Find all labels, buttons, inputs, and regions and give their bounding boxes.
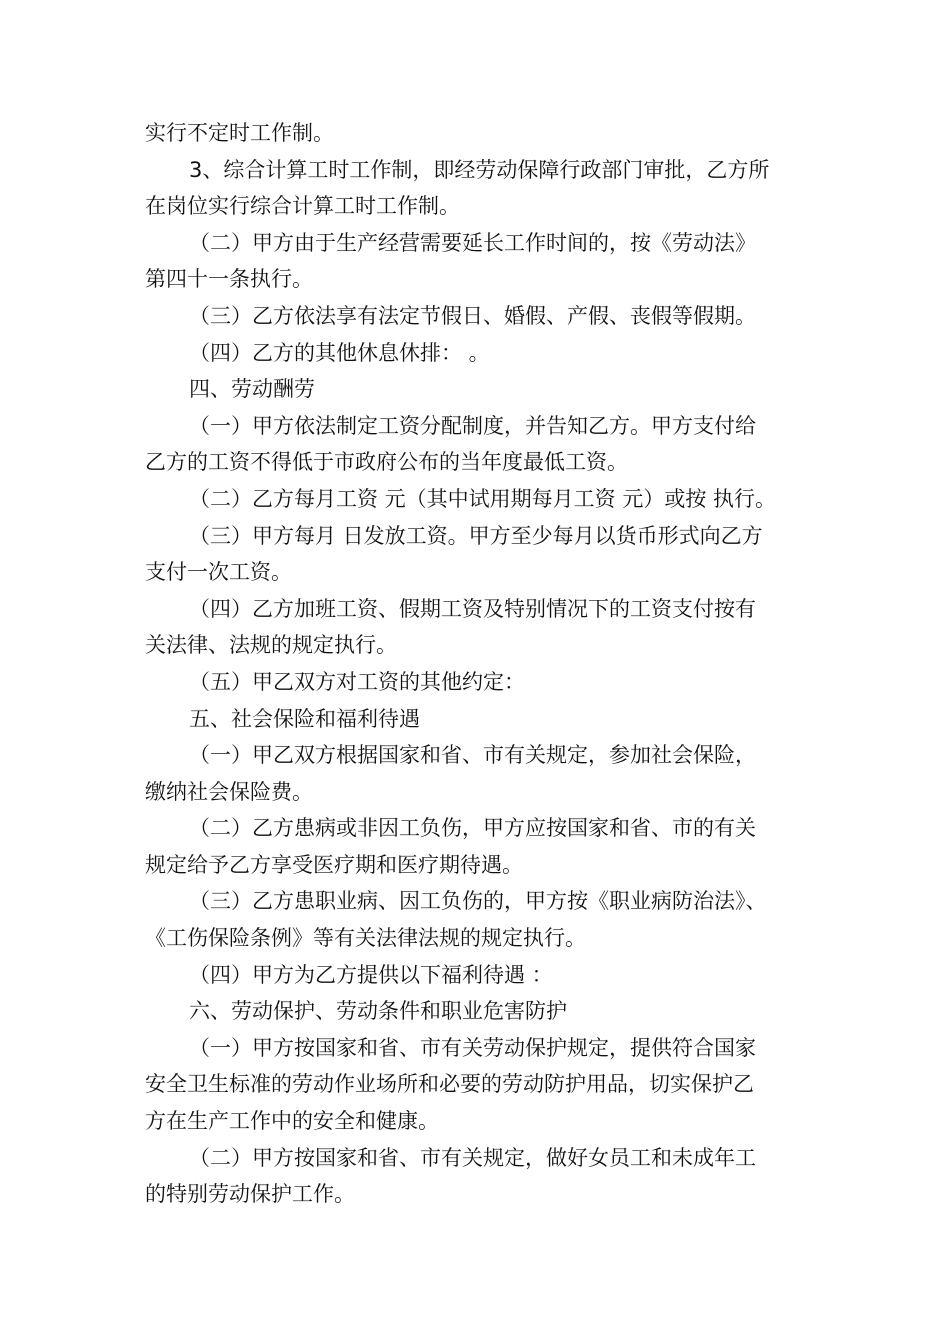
paragraph-line: 的特别劳动保护工作。 — [145, 1182, 355, 1207]
paragraph-line: （一）甲方依法制定工资分配制度，并告知乙方。甲方支付给 — [189, 413, 756, 438]
paragraph-line: （五）甲乙双方对工资的其他约定： — [189, 669, 525, 694]
paragraph-line: 实行不定时工作制。 — [145, 121, 334, 145]
paragraph-line: 《工伤保险条例》等有关法律法规的规定执行。 — [145, 926, 586, 951]
paragraph-line: 规定给予乙方享受医疗期和医疗期待遇。 — [145, 852, 523, 877]
paragraph-line: （四）乙方的其他休息休排： 。 — [189, 340, 490, 365]
paragraph-line: （三）甲方每月 日发放工资。甲方至少每月以货币形式向乙方 — [189, 523, 763, 548]
contract-text — [145, 115, 810, 1213]
section-heading: 五、社会保险和福利待遇 — [189, 706, 420, 731]
paragraph-line: 安全卫生标准的劳动作业场所和必要的劳动防护用品，切实保护乙 — [145, 1072, 754, 1097]
paragraph-line: 方在生产工作中的安全和健康。 — [145, 1109, 439, 1134]
paragraph-line: 在岗位实行综合计算工时工作制。 — [145, 194, 460, 219]
paragraph-line: 3、综合计算工时工作制，即经劳动保障行政部门审批，乙方所 — [189, 157, 770, 182]
paragraph-line: （一）甲乙双方根据国家和省、市有关规定，参加社会保险， — [189, 743, 756, 768]
paragraph-line: （二）甲方由于生产经营需要延长工作时间的，按《劳动法》 — [189, 230, 756, 255]
paragraph-line: 缴纳社会保险费。 — [145, 779, 313, 804]
paragraph-line: 乙方的工资不得低于市政府公布的当年度最低工资。 — [145, 450, 628, 475]
paragraph-line: （三）乙方依法享有法定节假日、婚假、产假、丧假等假期。 — [189, 303, 756, 328]
paragraph-line: 支付一次工资。 — [145, 560, 292, 585]
paragraph-line: （二）乙方患病或非因工负伤，甲方应按国家和省、市的有关 — [189, 816, 756, 841]
section-heading: 六、劳动保护、劳动条件和职业危害防护 — [189, 999, 567, 1024]
section-heading: 四、劳动酬劳 — [189, 377, 315, 402]
paragraph-line: （二）乙方每月工资 元（其中试用期每月工资 元）或按 执行。 — [189, 486, 777, 511]
paragraph-line: 关法律、法规的规定执行。 — [145, 633, 397, 658]
paragraph-line: （四）乙方加班工资、假期工资及特别情况下的工资支付按有 — [189, 596, 756, 621]
paragraph-line: （三）乙方患职业病、因工负伤的，甲方按《职业病防治法》、 — [189, 889, 767, 914]
paragraph-line: （二）甲方按国家和省、市有关规定，做好女员工和未成年工 — [189, 1145, 756, 1170]
paragraph-line: （四）甲方为乙方提供以下福利待遇 ： — [189, 962, 553, 987]
paragraph-line: （一）甲方按国家和省、市有关劳动保护规定，提供符合国家 — [189, 1035, 756, 1060]
paragraph-line: 第四十一条执行。 — [145, 267, 313, 292]
